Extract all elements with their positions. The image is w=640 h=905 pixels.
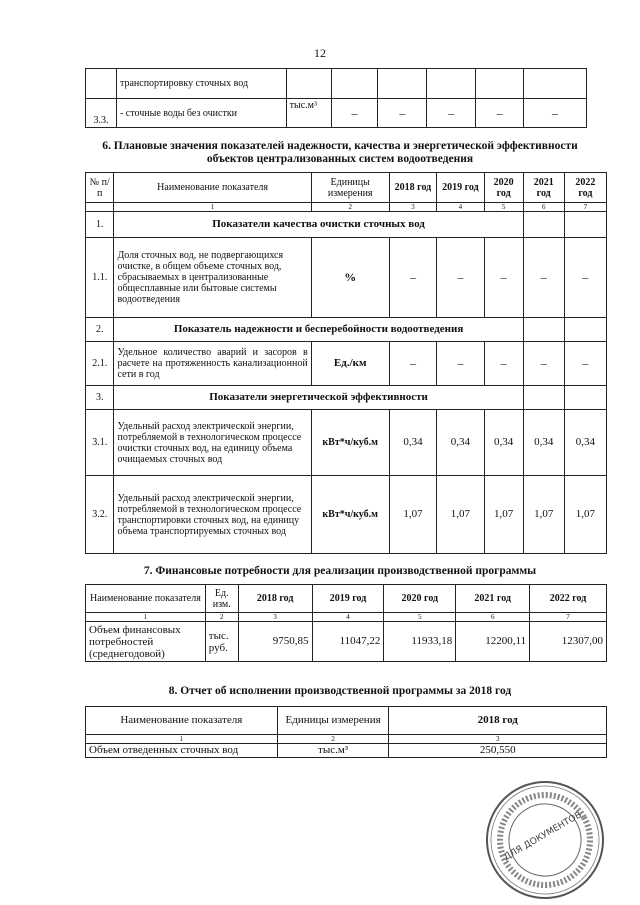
top-row2-unit: тыс.м³	[286, 99, 331, 128]
group-title: Показатель надежности и бесперебойности водоотведения	[114, 318, 523, 342]
section8-title: 8. Отчет об исполнении производственной программы за 2018 год	[168, 685, 512, 697]
hdr-name: Наименование показателя	[114, 173, 311, 203]
row-name: Удельный расход электрической энергии, потребляемой в технологическом процессе очистки сточных вод, на единицу объема очищаемых сточных вод	[114, 410, 311, 476]
stamp-text: ДЛЯ ДОКУМЕНТОВ	[502, 810, 584, 863]
hdr-2018: 2018 год	[389, 173, 436, 203]
group-title: Показатели энергетической эффективности	[114, 386, 523, 410]
row-name: Объем финансовых потребностей (среднегодовой)	[86, 622, 206, 662]
hdr-2021: 2021 год	[523, 173, 564, 203]
official-stamp	[470, 770, 620, 900]
hdr-2019: 2019 год	[437, 173, 484, 203]
section6-table: № п/п Наименование показателя Единицы измерения 2018 год 2019 год 2020 год 2021 год 2022 год 1 2 3 4 5 6 7 1. Показатели качества очистки сточных вод 1.1. Доля сточных вод, не подвергающихся очистке, в общем объеме сточных вод, сбрасываемых в централизованные общесплавные или бытовые системы водоотведения % – – – – – 2. Показатель надежности и бесперебойности водоотведения 2.1. Удельное количество аварий и засоров в расчете на протяженность канализационной сети в год Ед./км – – – – – 3. Показатели энергетической эффективности 3.1. Удельный расход электрической энергии, потребляемой в технологическом процессе очистки сточных вод, на единицу объема очищаемых сточных вод кВт*ч/куб.м 0,34 0,34 0,34 0,34 0,34 3.2. Удельный расход электрической энергии, потребляемой в технологическом процессе транспортировки сточных вод, на единицу объема транспортируемых сточных вод кВт*ч/куб.м 1,07 1,07 1,07 1,07 1,07	[85, 172, 607, 554]
top-row1-text: транспортировку сточных вод	[116, 69, 286, 99]
hdr-num: № п/п	[86, 173, 114, 203]
hdr-unit: Единицы измерения	[311, 173, 389, 203]
section8-table: Наименование показателя Единицы измерения 2018 год 1 2 3 Объем отведенных сточных вод тыс.м³ 250,550	[85, 706, 607, 758]
section7-table: Наименование показателя Ед. изм. 2018 год 2019 год 2020 год 2021 год 2022 год 1 2 3 4 5 6 7 Объем финансовых потребностей (среднегодовой) тыс. руб. 9750,85 11047,22 11933,18 12200,11 12307,00	[85, 584, 607, 662]
row-name: Объем отведенных сточных вод	[86, 744, 278, 758]
top-row2-num: 3.3.	[86, 99, 117, 128]
section6-title: 6. Плановые значения показателей надежности, качества и энергетической эффективности объектов централизованных систем водоотведения	[102, 140, 578, 165]
hdr-2020: 2020 год	[484, 173, 523, 203]
hdr-2022: 2022 год	[564, 173, 606, 203]
group-title: Показатели качества очистки сточных вод	[114, 212, 523, 238]
top-table: транспортировку сточных вод 3.3. - сточные воды без очистки тыс.м³ – – – – –	[85, 68, 587, 128]
top-row2-text: - сточные воды без очистки	[116, 99, 286, 128]
page-number: 12	[314, 46, 326, 60]
row-name: Удельный расход электрической энергии, потребляемой в технологическом процессе транспортировки сточных вод, на единицу объема транспортируемых сточных вод	[114, 476, 311, 554]
row-name: Доля сточных вод, не подвергающихся очистке, в общем объеме сточных вод, сбрасываемых в централизованные общесплавные или бытовые системы водоотведения	[114, 238, 311, 318]
row-name: Удельное количество аварий и засоров в расчете на протяженность канализационной сети в год	[114, 342, 311, 386]
section7-title: 7. Финансовые потребности для реализации производственной программы	[143, 565, 537, 577]
